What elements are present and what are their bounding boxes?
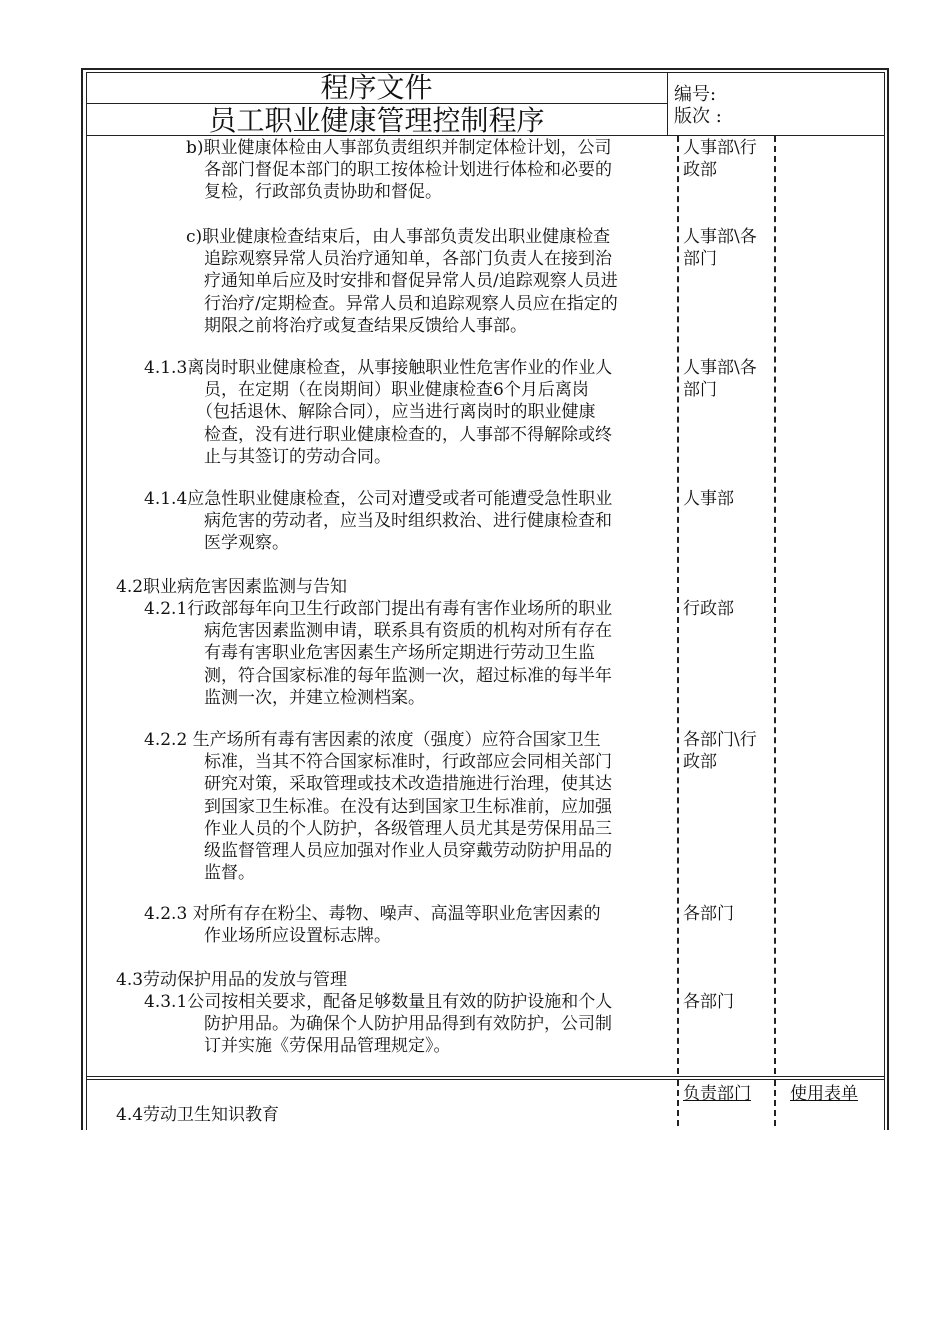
dept-cell [683, 903, 773, 925]
dept-line: 政部 [683, 752, 717, 773]
paragraph-line: 员，在定期（在岗期间）职业健康检查6个月后离岗 [204, 380, 589, 401]
dept-cell [683, 729, 773, 773]
dept-column-right-separator [774, 136, 776, 1074]
paragraph-line: 追踪观察异常人员治疗通知单，各部门负责人在接到治 [204, 249, 612, 270]
dept-column-header: 负责部门 [683, 1084, 751, 1104]
dept-line: 各部门\行 [683, 730, 757, 750]
paragraph-line: 监测一次，并建立检测档案。 [204, 687, 425, 708]
dept-line: 人事部\行 [683, 138, 757, 158]
paragraph-line: 4.1.3离岗时职业健康检查，从事接触职业性危害作业的作业人 [144, 358, 613, 378]
dept-cell [683, 226, 773, 270]
section-heading-4-4: 4.4劳动卫生知识教育 [116, 1105, 280, 1125]
paragraph-4-2-3 [144, 903, 677, 947]
dept-cell [683, 991, 773, 1013]
dept-line: 政部 [683, 160, 717, 181]
paragraph-b [186, 137, 676, 204]
paragraph-line: 检查，没有进行职业健康检查的，人事部不得解除或终 [204, 424, 612, 445]
dept-cell [683, 137, 773, 181]
double-rule-bottom [86, 1079, 885, 1080]
paragraph-line: 各部门督促本部门的职工按体检计划进行体检和必要的 [204, 160, 612, 181]
paragraph-4-2-1 [144, 598, 677, 709]
dept-cell [683, 357, 773, 401]
paragraph-line: 防护用品。为确保个人防护用品得到有效防护，公司制 [204, 1014, 612, 1035]
paragraph-line: （包括退休、解除合同），应当进行离岗时的职业健康 [196, 402, 596, 423]
dept-line: 人事部 [683, 489, 734, 509]
paragraph-line: 4.1.4应急性职业健康检查，公司对遭受或者可能遭受急性职业 [144, 489, 613, 509]
paragraph-line: 级监督管理人员应加强对作业人员穿戴劳动防护用品的 [204, 841, 612, 862]
paragraph-line: 订并实施《劳保用品管理规定》。 [204, 1036, 451, 1057]
paragraph-line: 期限之前将治疗或复查结果反馈给人事部。 [204, 315, 527, 336]
paragraph-4-1-4 [144, 488, 677, 555]
dept-column-left-separator [677, 136, 679, 1074]
doc-number-label: 编号: [674, 84, 717, 105]
doc-type-title: 程序文件 [320, 71, 433, 104]
dept-cell [683, 598, 773, 620]
dept-line: 行政部 [683, 599, 734, 619]
dept-line: 人事部\各 [683, 227, 757, 247]
double-rule-top [86, 1076, 885, 1077]
paragraph-4-3-1 [144, 991, 677, 1058]
paragraph-line: b)职业健康体检由人事部负责组织并制定体检计划，公司 [186, 138, 612, 158]
paragraph-line: 医学观察。 [204, 533, 289, 554]
procedure-title: 员工职业健康管理控制程序 [208, 104, 545, 137]
paragraph-line: 4.3.1公司按相关要求，配备足够数量且有效的防护设施和个人 [144, 992, 613, 1012]
paragraph-line: 作业人员的个人防护，各级管理人员尤其是劳保用品三 [204, 818, 612, 839]
header-vertical-line [667, 72, 668, 136]
dept-line: 各部门 [683, 992, 734, 1012]
version-label: 版次 : [674, 106, 722, 127]
paragraph-4-2-2 [144, 729, 677, 884]
dept-line: 人事部\各 [683, 358, 757, 378]
paragraph-line: 监督。 [204, 863, 255, 884]
paragraph-line: 疗通知单后应及时安排和督促异常人员/追踪观察人员进 [204, 271, 618, 292]
paragraph-line: 4.2.3 对所有存在粉尘、毒物、噪声、高温等职业危害因素的 [144, 904, 601, 924]
paragraph-line: 作业场所应设置标志牌。 [204, 926, 391, 947]
paragraph-c [186, 226, 676, 337]
paragraph-line: 病危害的劳动者，应当及时组织救治、进行健康检查和 [204, 511, 612, 532]
footer-left-separator [677, 1080, 679, 1126]
paragraph-line: 标准，当其不符合国家标准时，行政部应会同相关部门 [204, 752, 612, 773]
paragraph-line: 有毒有害职业危害因素生产场所定期进行劳动卫生监 [204, 643, 595, 664]
forms-column-header: 使用表单 [790, 1084, 858, 1104]
paragraph-line: c)职业健康检查结束后，由人事部负责发出职业健康检查 [186, 227, 611, 247]
section-heading-4-3: 4.3劳动保护用品的发放与管理 [116, 970, 348, 990]
dept-line: 部门 [683, 249, 717, 270]
paragraph-line: 测，符合国家标准的每年监测一次，超过标准的每半年 [204, 665, 612, 686]
paragraph-line: 研究对策，采取管理或技术改造措施进行治理，使其达 [204, 774, 612, 795]
dept-line: 各部门 [683, 904, 734, 924]
footer-right-separator [774, 1080, 776, 1126]
dept-cell [683, 488, 773, 510]
paragraph-4-1-3 [144, 357, 677, 468]
paragraph-line: 病危害因素监测申请，联系具有资质的机构对所有存在 [204, 621, 612, 642]
paragraph-line: 4.2.2 生产场所有毒有害因素的浓度（强度）应符合国家卫生 [144, 730, 601, 750]
paragraph-line: 4.2.1行政部每年向卫生行政部门提出有毒有害作业场所的职业 [144, 599, 613, 619]
paragraph-line: 行治疗/定期检查。异常人员和追踪观察人员应在指定的 [204, 293, 618, 314]
section-heading-4-2: 4.2职业病危害因素监测与告知 [116, 577, 348, 597]
paragraph-line: 复检，行政部负责协助和督促。 [204, 182, 442, 203]
paragraph-line: 止与其签订的劳动合同。 [204, 446, 391, 467]
dept-line: 部门 [683, 380, 717, 401]
paragraph-line: 到国家卫生标准。在没有达到国家卫生标准前，应加强 [204, 796, 612, 817]
